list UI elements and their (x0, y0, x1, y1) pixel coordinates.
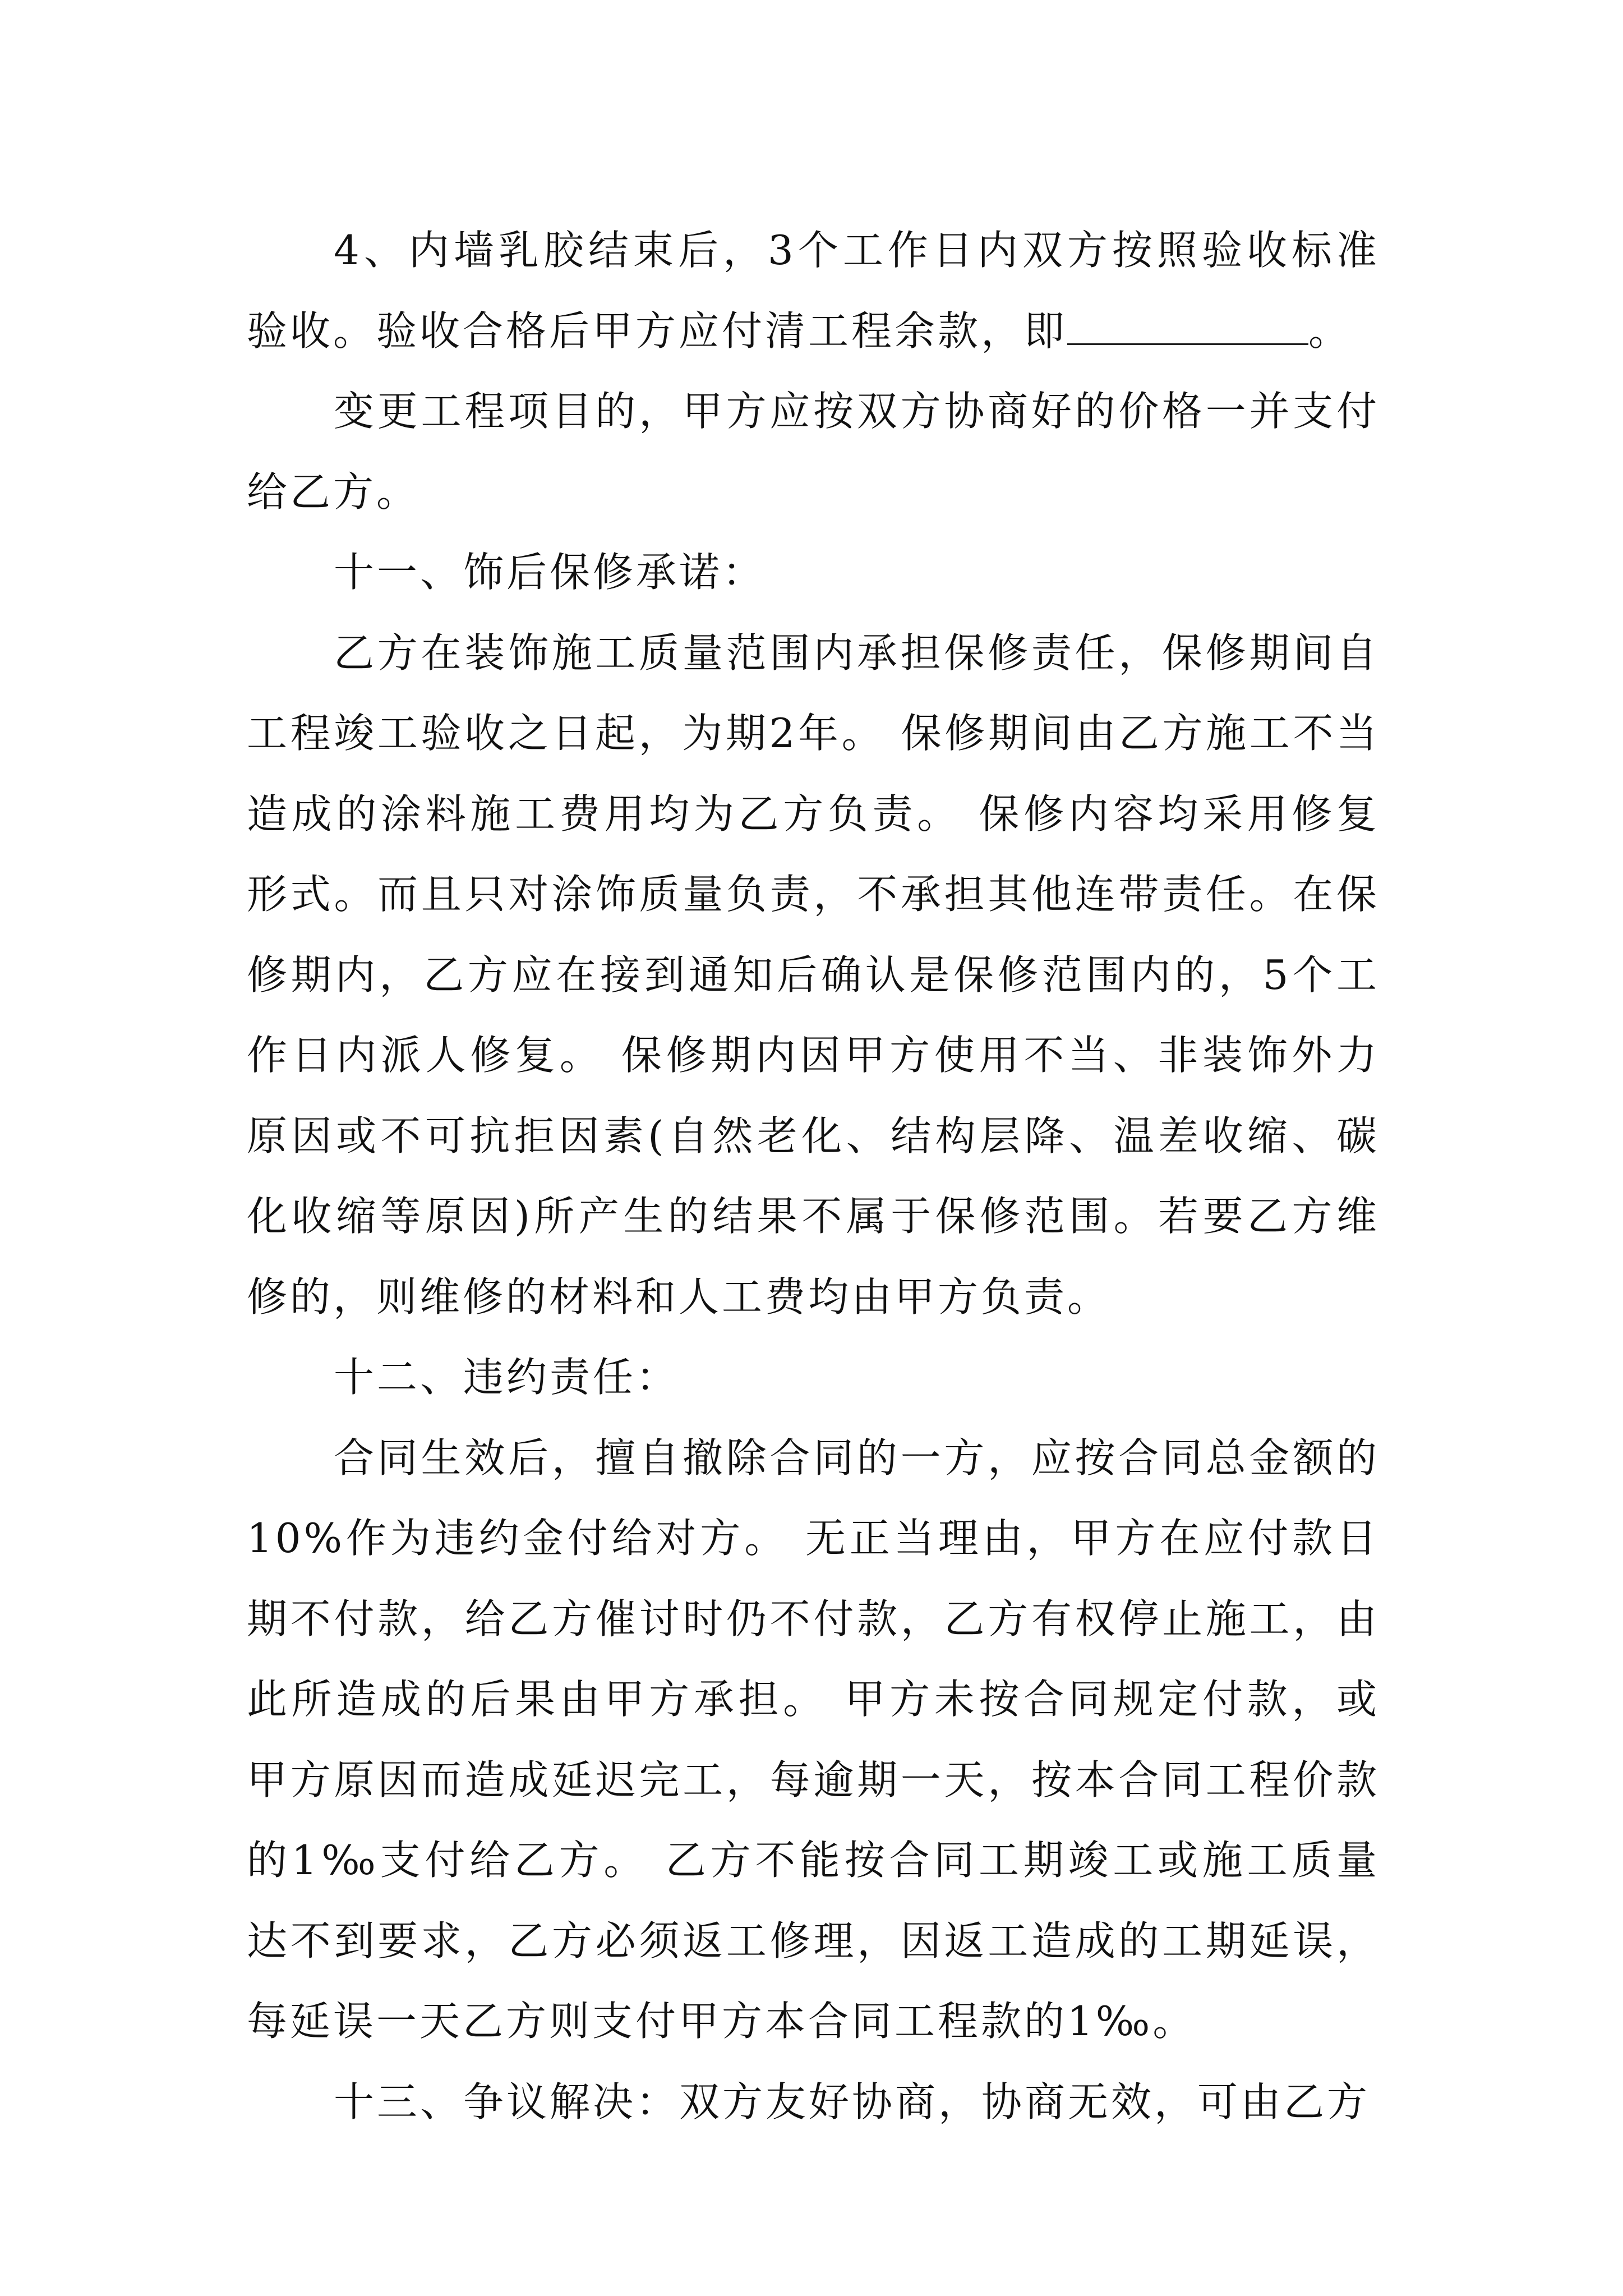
paragraph-liability: 合同生效后，擅自撤除合同的一方，应按合同总金额的10%作为违约金付给对方。 无正当理由，甲方在应付款日期不付款，给乙方催讨时仍不付款，乙方有权停止施工，由此所造成的后果由甲方承担。 甲方未按合同规定付款，或甲方原因而造成延迟完工，每逾期一天，按本合同工程价款的1‰支付给乙方。 乙方不能按合同工期竣工或施工质量达不到要求，乙方必须返工修理，因返工造成的工期延误，每延误一天乙方则支付甲方本合同工程款的1‰。 (247, 1434, 1380, 2045)
paragraph-change-payment: 变更工程项目的，甲方应按双方协商好的价格一并支付给乙方。 (247, 388, 1380, 516)
section-heading-warranty: 十一、饰后保修承诺： (334, 549, 766, 596)
paragraph-warranty: 乙方在装饰施工质量范围内承担保修责任，保修期间自工程竣工验收之日起，为期2年。 保修期间由乙方施工不当造成的涂料施工费用均为乙方负责。 保修内容均采用修复形式。而且只对涂饰质量负责，不承担其他连带责任。在保修期内，乙方应在接到通知后确认是保修范围内的，5个工作日内派人修复。 保修期内因甲方使用不当、非装饰外力原因或不可抗拒因素(自然老化、结构层降、温差收缩、碳化收缩等原因)所产生的结果不属于保修范围。若要乙方维修的，则维修的材料和人工费均由甲方负责。 (247, 629, 1380, 1320)
paragraph-acceptance (247, 210, 1380, 371)
paragraph-dispute: 十三、争议解决：双方友好协商，协商无效，可由乙方 (334, 2078, 1371, 2125)
acceptance-text-end: 。 (1308, 307, 1352, 355)
balance-amount-blank (1067, 310, 1308, 345)
acceptance-text: 4、内墙乳胶结束后，3个工作日内双方按照验收标准验收。验收合格后甲方应付清工程余款，即 (247, 227, 1380, 355)
document-page (247, 210, 1380, 2142)
section-heading-liability: 十二、违约责任： (334, 1354, 680, 1401)
